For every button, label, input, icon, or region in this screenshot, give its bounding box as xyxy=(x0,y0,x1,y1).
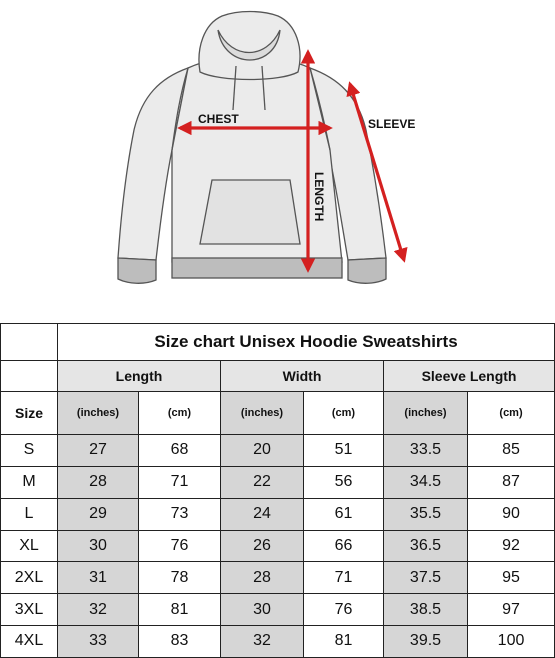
hoodie-illustration xyxy=(118,12,386,284)
table-row xyxy=(1,626,555,658)
value-cell: 73 xyxy=(139,498,221,530)
table-row xyxy=(1,498,555,530)
value-cell: 36.5 xyxy=(384,530,468,562)
size-cell: XL xyxy=(1,530,58,562)
value-cell: 20 xyxy=(221,435,304,467)
value-cell: 97 xyxy=(468,594,555,626)
unit-inches: (inches) xyxy=(384,392,468,435)
value-cell: 24 xyxy=(221,498,304,530)
value-cell: 51 xyxy=(304,435,384,467)
value-cell: 76 xyxy=(139,530,221,562)
value-cell: 81 xyxy=(304,626,384,658)
value-cell: 95 xyxy=(468,562,555,594)
value-cell: 30 xyxy=(58,530,139,562)
kangaroo-pocket xyxy=(200,180,300,244)
value-cell: 30 xyxy=(221,594,304,626)
table-row xyxy=(1,435,555,467)
sleeve-label: SLEEVE xyxy=(368,117,416,131)
table-row xyxy=(1,466,555,498)
value-cell: 83 xyxy=(139,626,221,658)
value-cell: 68 xyxy=(139,435,221,467)
unit-inches: (inches) xyxy=(221,392,304,435)
group-header-sleeve-length: Sleeve Length xyxy=(384,361,555,392)
value-cell: 85 xyxy=(468,435,555,467)
value-cell: 87 xyxy=(468,466,555,498)
value-cell: 71 xyxy=(304,562,384,594)
size-cell: 2XL xyxy=(1,562,58,594)
value-cell: 71 xyxy=(139,466,221,498)
size-cell: S xyxy=(1,435,58,467)
value-cell: 100 xyxy=(468,626,555,658)
value-cell: 28 xyxy=(58,466,139,498)
size-cell: L xyxy=(1,498,58,530)
right-cuff xyxy=(348,258,386,283)
value-cell: 29 xyxy=(58,498,139,530)
table-row xyxy=(1,594,555,626)
size-cell: 3XL xyxy=(1,594,58,626)
value-cell: 33.5 xyxy=(384,435,468,467)
unit-cm: (cm) xyxy=(468,392,555,435)
hood xyxy=(199,12,300,80)
value-cell: 22 xyxy=(221,466,304,498)
unit-cm: (cm) xyxy=(139,392,221,435)
value-cell: 90 xyxy=(468,498,555,530)
chest-label: CHEST xyxy=(198,112,239,126)
table-title: Size chart Unisex Hoodie Sweatshirts xyxy=(58,324,555,361)
value-cell: 27 xyxy=(58,435,139,467)
size-chart-table xyxy=(0,323,555,658)
table-row xyxy=(1,530,555,562)
size-header: Size xyxy=(1,392,58,435)
value-cell: 92 xyxy=(468,530,555,562)
unit-inches: (inches) xyxy=(58,392,139,435)
value-cell: 81 xyxy=(139,594,221,626)
value-cell: 37.5 xyxy=(384,562,468,594)
length-label: LENGTH xyxy=(312,172,326,222)
value-cell: 26 xyxy=(221,530,304,562)
value-cell: 78 xyxy=(139,562,221,594)
table-row xyxy=(1,562,555,594)
value-cell: 66 xyxy=(304,530,384,562)
value-cell: 56 xyxy=(304,466,384,498)
group-header-width: Width xyxy=(221,361,384,392)
waistband xyxy=(172,258,342,278)
value-cell: 35.5 xyxy=(384,498,468,530)
size-rows xyxy=(1,435,555,658)
value-cell: 38.5 xyxy=(384,594,468,626)
unit-cm: (cm) xyxy=(304,392,384,435)
value-cell: 39.5 xyxy=(384,626,468,658)
group-header-length: Length xyxy=(58,361,221,392)
hoodie-diagram xyxy=(0,0,555,322)
left-cuff xyxy=(118,258,156,283)
size-cell: M xyxy=(1,466,58,498)
value-cell: 31 xyxy=(58,562,139,594)
value-cell: 32 xyxy=(58,594,139,626)
value-cell: 28 xyxy=(221,562,304,594)
value-cell: 76 xyxy=(304,594,384,626)
value-cell: 32 xyxy=(221,626,304,658)
size-cell: 4XL xyxy=(1,626,58,658)
value-cell: 33 xyxy=(58,626,139,658)
value-cell: 61 xyxy=(304,498,384,530)
value-cell: 34.5 xyxy=(384,466,468,498)
